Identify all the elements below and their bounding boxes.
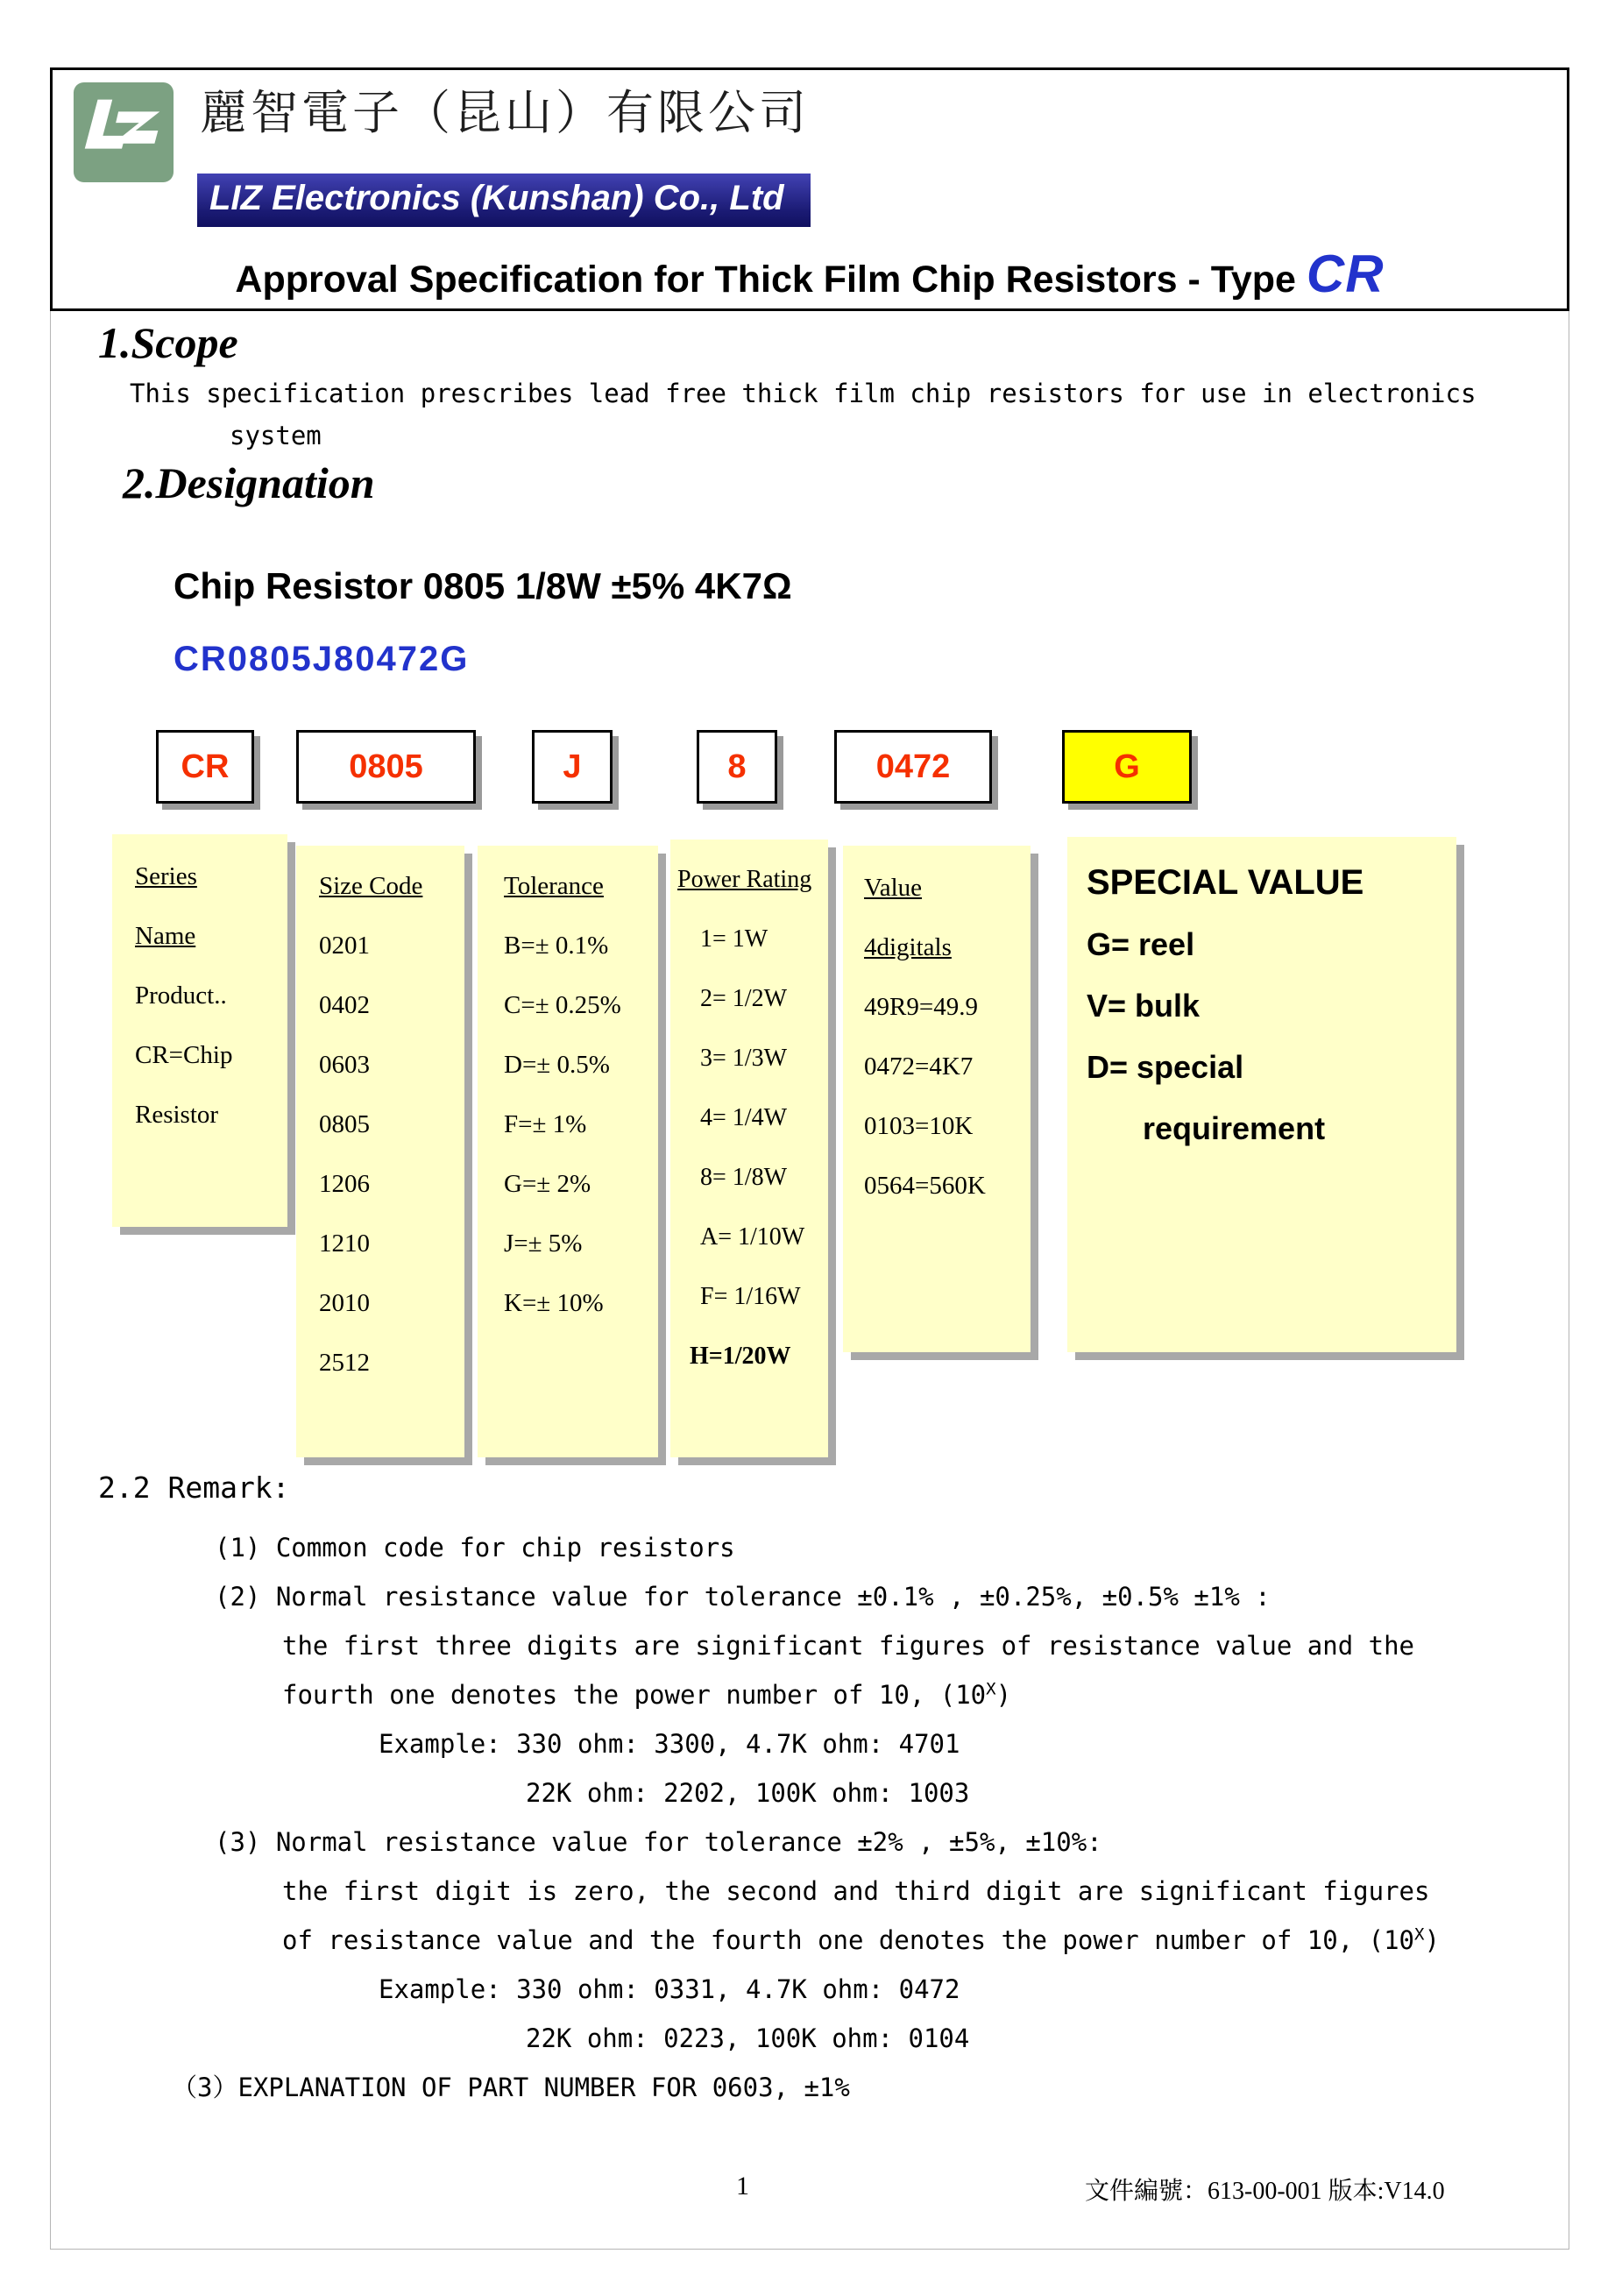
document-title-text: Approval Specification for Thick Film Chip Resistors - Type [235, 259, 1307, 301]
panel-tolerance-item: D=± 0.5% [504, 1051, 610, 1079]
panel-size-code-item: 2010 [319, 1289, 370, 1317]
chip-resistor-example-title: Chip Resistor 0805 1/8W ±5% 4K7Ω [174, 565, 792, 606]
remark-line: （3）EXPLANATION OF PART NUMBER FOR 0603, ±1% [172, 2073, 850, 2102]
panel-series-name [112, 834, 287, 1227]
panel-power-rating-item: 2= 1/2W [700, 985, 787, 1012]
company-name-chinese: 麗智電子（昆山）有限公司 [200, 87, 810, 139]
document-title-type: CR [1306, 244, 1385, 303]
panel-size-code-item: 0805 [319, 1110, 370, 1138]
remark-line-text: fourth one denotes the power number of 10, (10 [282, 1680, 987, 1710]
remark-line: Example: 330 ohm: 0331, 4.7K ohm: 0472 [379, 1974, 960, 2004]
remark-line: the first digit is zero, the second and third digit are significant figures [282, 1876, 1430, 1906]
panel-value-title: Value [864, 874, 923, 902]
remark-superscript: X [986, 1679, 996, 1699]
panel-special-value-item: requirement [1143, 1110, 1326, 1146]
remark-body [0, 1523, 1622, 2112]
panel-power-rating-title: Power Rating [677, 866, 812, 893]
panel-value-subtitle: 4digitals [864, 933, 952, 961]
company-name-english-banner: LIZ Electronics (Kunshan) Co., Ltd [197, 174, 811, 227]
remark-line [282, 1670, 1622, 1719]
remark-line: Example: 330 ohm: 3300, 4.7K ohm: 4701 [379, 1729, 960, 1759]
panel-power-rating-item: H=1/20W [690, 1343, 791, 1370]
remark-superscript: X [1414, 1924, 1425, 1945]
panel-tolerance-item: F=± 1% [504, 1110, 587, 1138]
panel-power-rating-item: 8= 1/8W [700, 1164, 787, 1191]
scope-body-line-1: This specification prescribes lead free thick film chip resistors for use in electronics [130, 379, 1477, 408]
remark-line: (3) Normal resistance value for tolerance ±2% , ±5%, ±10%: [215, 1827, 1102, 1857]
panel-tolerance-item: C=± 0.25% [504, 991, 621, 1019]
liz-logo-icon [72, 81, 175, 184]
segment-value: 0472 [834, 730, 992, 804]
section-2-heading: 2.Designation [123, 458, 375, 507]
panel-power-rating-item: 3= 1/3W [700, 1045, 787, 1072]
segment-power-rating: 8 [697, 730, 777, 804]
panel-series-item: CR=Chip [135, 1041, 233, 1069]
panel-tolerance-item: G=± 2% [504, 1170, 591, 1198]
panel-special-value-title: SPECIAL VALUE [1087, 863, 1364, 902]
footer-page-number: 1 [736, 2172, 749, 2200]
panel-tolerance-item: J=± 5% [504, 1229, 583, 1258]
remark-line-text: ) [995, 1680, 1012, 1710]
segment-special-value: G [1062, 730, 1192, 804]
panel-tolerance-title: Tolerance [504, 872, 604, 900]
remark-line: 22K ohm: 2202, 100K ohm: 1003 [526, 1778, 970, 1808]
panel-value-item: 0564=560K [864, 1172, 986, 1200]
panel-power-rating-item: 4= 1/4W [700, 1104, 787, 1131]
panel-size-code-item: 1206 [319, 1170, 370, 1198]
part-number: CR0805J80472G [174, 640, 470, 678]
footer-document-info: 文件編號：613-00-001 版本:V14.0 [1085, 2178, 1445, 2205]
remark-line: the first three digits are significant figures of resistance value and the [282, 1631, 1415, 1661]
company-logo [72, 81, 175, 184]
section-1-heading: 1.Scope [98, 318, 238, 367]
panel-power-rating-item: 1= 1W [700, 925, 769, 953]
document-title [53, 244, 1567, 304]
panel-size-code-title: Size Code [319, 872, 423, 900]
panel-power-rating [670, 840, 828, 1457]
panel-size-code-item: 1210 [319, 1229, 370, 1258]
panel-series-item: Product.. [135, 981, 227, 1010]
panel-series-title-2: Name [135, 922, 196, 950]
panel-tolerance [478, 846, 658, 1457]
remark-line: (2) Normal resistance value for tolerance ±0.1% , ±0.25%, ±0.5% ±1% : [215, 1582, 1271, 1612]
panel-power-rating-item: A= 1/10W [700, 1223, 805, 1251]
panel-special-value-item: G= reel [1087, 926, 1195, 962]
panel-value [843, 846, 1031, 1352]
panel-tolerance-item: B=± 0.1% [504, 932, 609, 960]
segment-tolerance: J [532, 730, 613, 804]
panel-size-code-item: 0402 [319, 991, 370, 1019]
panel-power-rating-item: F= 1/16W [700, 1283, 801, 1310]
segment-size-code: 0805 [296, 730, 476, 804]
segment-series: CR [156, 730, 254, 804]
panel-size-code-item: 2512 [319, 1349, 370, 1377]
panel-value-item: 49R9=49.9 [864, 993, 978, 1021]
panel-tolerance-item: K=± 10% [504, 1289, 604, 1317]
remark-line-text: ) [1424, 1925, 1440, 1955]
panel-series-item: Resistor [135, 1101, 219, 1129]
remark-heading: 2.2 Remark: [98, 1470, 290, 1505]
remark-line [282, 1916, 1622, 1965]
panel-size-code-item: 0201 [319, 932, 370, 960]
panel-special-value-item: D= special [1087, 1049, 1244, 1085]
panel-size-code-item: 0603 [319, 1051, 370, 1079]
header [50, 67, 1569, 311]
scope-body-line-2: system [230, 421, 322, 450]
panel-series-title-1: Series [135, 862, 197, 890]
panel-special-value-item: V= bulk [1087, 988, 1201, 1024]
remark-line: (1) Common code for chip resistors [215, 1533, 735, 1563]
panel-value-item: 0472=4K7 [864, 1052, 974, 1081]
remark-line: 22K ohm: 0223, 100K ohm: 0104 [526, 2023, 970, 2053]
panel-special-value [1067, 837, 1456, 1352]
panel-value-item: 0103=10K [864, 1112, 974, 1140]
remark-line-text: of resistance value and the fourth one denotes the power number of 10, (10 [282, 1925, 1415, 1955]
panel-size-code [296, 846, 464, 1457]
